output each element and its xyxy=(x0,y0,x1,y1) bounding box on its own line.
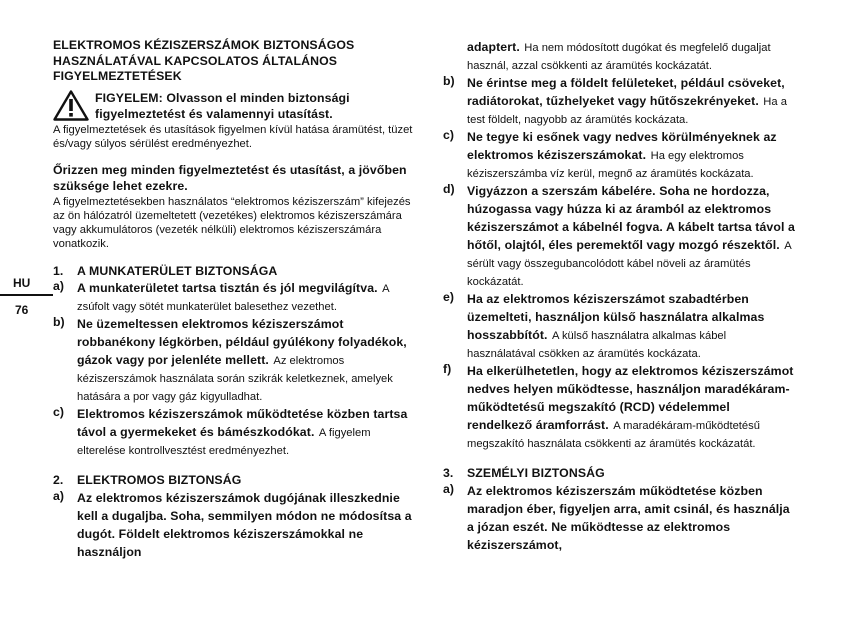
section-3-heading xyxy=(443,466,795,482)
item-bold: adaptert. xyxy=(467,40,520,54)
keep-instructions-text: A figyelmeztetésekben használatos “elektromos kéziszerszám” kifejezés az ön hálózatról üzemeltetett (vezetékes) elektromos kéziszerszámára vagy akkumulátoros (vezeték nélküli) elektromos kéziszerszámára vonatkozik. xyxy=(53,195,411,251)
item-bold: Az elektromos kéziszerszámok dugójának illeszkednie kell a dugaljba. Soha, semmilyen módon ne módosítsa a dugót. Földelt elektromos kéziszerszámokkal ne használjon xyxy=(77,491,412,560)
section-heading: SZEMÉLYI BIZTONSÁG xyxy=(467,466,605,480)
item-text: Az elektromos kéziszerszámok használata során szikrák keletkeznek, amelyek hatására a por vagy gáz kigyulladhat. xyxy=(77,355,393,404)
section-2-heading xyxy=(53,473,418,489)
section-number: 1. xyxy=(53,263,64,278)
item-label: a) xyxy=(53,489,64,504)
list-item xyxy=(53,489,418,561)
item-label: b) xyxy=(443,74,455,88)
list-item xyxy=(443,74,795,128)
item-bold: A munkaterületet tartsa tisztán és jól megvilágítva. xyxy=(77,281,378,296)
item-bold: Elektromos kéziszerszámok működtetése közben tartsa távol a gyermekeket és bámészkodókat. xyxy=(77,407,408,440)
section-title: ELEKTROMOS KÉZISZERSZÁMOK BIZTONSÁGOS HASZNÁLATÁVAL KAPCSOLATOS ÁLTALÁNOS FIGYELMEZTETÉSEK xyxy=(53,38,355,84)
item-label: d) xyxy=(443,182,455,196)
language-tab: HU xyxy=(0,276,53,296)
list-item xyxy=(443,182,795,290)
item-bold: Az elektromos kéziszerszám működtetése közben maradjon éber, figyeljen arra, amit csinál, és használja a józan eszét. Ne működtesse az elektromos kéziszerszámot, xyxy=(467,483,790,552)
warning-text: A figyelmeztetések és utasítások figyelmen kívül hatása áramütést, tüzet és/vagy súlyos sérülést eredményezhet. xyxy=(53,123,413,150)
list-item xyxy=(53,405,418,459)
list-item xyxy=(53,279,418,315)
item-bold: Ha elkerülhetetlen, hogy az elektromos kéziszerszámot nedves helyen működtesse, használjon maradékáram-működtetésű megszakító (RCD) védelemmel rendelkező áramforrást. xyxy=(467,364,794,432)
section-number: 2. xyxy=(53,473,64,488)
section-number: 3. xyxy=(443,466,454,480)
item-bold: Vigyázzon a szerszám kábelére. Soha ne hordozza, húzogassa vagy húzza ki az áramból az elektromos kéziszerszámot a kábelnél fogva. A kábelt tartsa távol a hőtől, olajtól, éles peremektől vagy mozgó részektől. xyxy=(467,184,795,252)
item-text: A sérült vagy összegubancolódott kábel növeli az áramütés kockázatát. xyxy=(467,240,792,288)
list-item xyxy=(53,315,418,405)
keep-instructions-heading: Őrizzen meg minden figyelmeztetést és utasítást, a jövőben szüksége lehet ezekre. xyxy=(53,163,407,193)
section-heading: A MUNKATERÜLET BIZTONSÁGA xyxy=(77,263,278,278)
warning-block xyxy=(53,89,418,122)
list-item xyxy=(443,128,795,182)
page-number: 76 xyxy=(15,303,29,317)
item-text: A figyelem elterelése kontrollvesztést eredményezhet. xyxy=(77,427,371,458)
item-bold: Ha az elektromos kéziszerszámot szabadtérben üzemelteti, használjon külső használatra alkalmas hosszabbítót. xyxy=(467,292,765,342)
item-label: c) xyxy=(443,128,454,142)
item-label: e) xyxy=(443,290,454,304)
item-bold: Ne tegye ki esőnek vagy nedves körülményeknek az elektromos kéziszerszámokat. xyxy=(467,130,777,162)
item-text: A maradékáram-működtetésű megszakító használata csökkenti az áramütés kockázatát. xyxy=(467,420,760,450)
list-item-continued xyxy=(443,38,795,74)
item-label: c) xyxy=(53,405,64,420)
list-item xyxy=(443,482,795,554)
section-heading: ELEKTROMOS BIZTONSÁG xyxy=(77,473,242,488)
item-text: Ha egy elektromos kéziszerszámba víz kerül, megnő az áramütés kockázata. xyxy=(467,150,754,180)
item-bold: Ne érintse meg a földelt felületeket, például csöveket, radiátorokat, tűzhelyeket vagy hűtőszekrényeket. xyxy=(467,76,785,108)
warning-heading: FIGYELEM: Olvasson el minden biztonsági figyelmeztetést és valamennyi utasítást. xyxy=(95,91,350,121)
item-label: a) xyxy=(53,279,64,294)
warning-triangle-icon xyxy=(53,90,89,121)
item-text: A külső használatra alkalmas kábel használatával csökken az áramütés kockázata. xyxy=(467,330,727,360)
item-bold: Ne üzemeltessen elektromos kéziszerszámot robbanékony légkörben, például gyúlékony folyadékok, gázok vagy por jelenléte mellett. xyxy=(77,317,407,368)
right-column xyxy=(443,38,795,554)
list-item xyxy=(443,362,795,452)
item-text: Ha a test földelt, nagyobb az áramütés kockázata. xyxy=(467,96,787,126)
item-text: A zsúfolt vagy sötét munkaterület balesethez vezethet. xyxy=(77,283,389,314)
item-label: b) xyxy=(53,315,65,330)
item-label: f) xyxy=(443,362,452,376)
section-1-heading xyxy=(53,264,418,280)
item-label: a) xyxy=(443,481,454,496)
list-item xyxy=(443,290,795,362)
item-text: Ha nem módosított dugókat és megfelelő dugaljat használ, azzal csökkenti az áramütés kockázatát. xyxy=(467,42,771,72)
left-column xyxy=(53,38,418,561)
